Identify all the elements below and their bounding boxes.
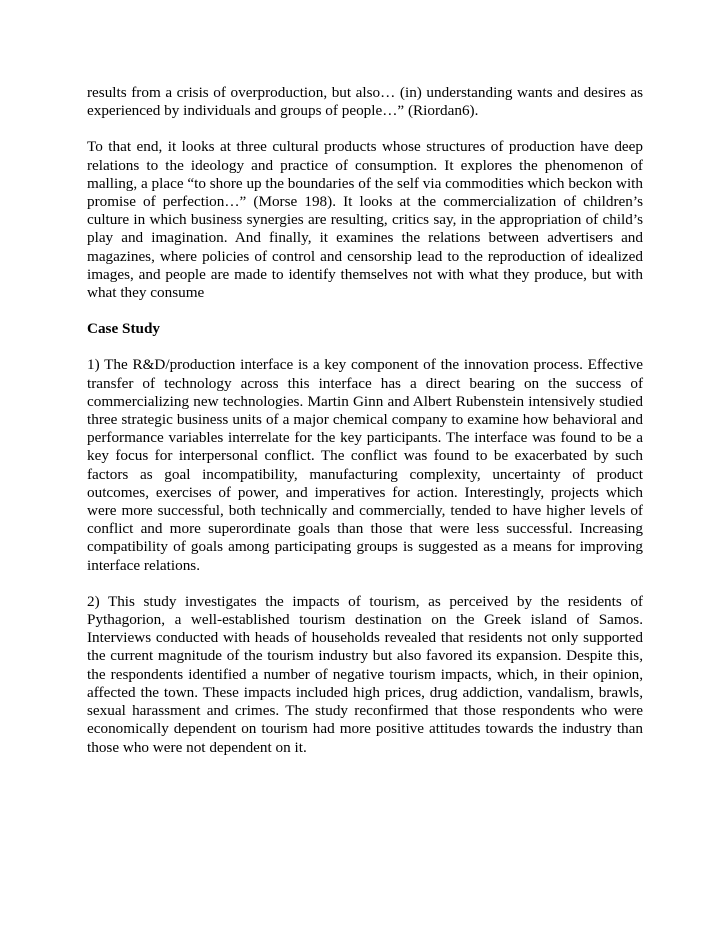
intro-paragraph-cultural-products: To that end, it looks at three cultural products whose structures of production have deep relations to the ideology and practice of consumption. It explores the phenomenon of malling, a place “to shore up the boundaries of the self via commodities which beckon with promise of perfection…” (Morse 198). It looks at the commercialization of children’s culture in which business synergies are resulting, critics say, in the appropriation of child’s play and imagination. And finally, it examines the relations between advertisers and magazines, where policies of control and censorship lead to the reproduction of idealized images, and people are made to identify themselves not with what they produce, but with what they consume xyxy=(87,138,643,302)
document-page xyxy=(87,84,643,775)
case-study-paragraph-1: 1) The R&D/production interface is a key component of the innovation process. Effective transfer of technology across this interface has a direct bearing on the success of commercializing new technologies. Martin Ginn and Albert Rubenstein intensively studied three strategic business units of a major chemical company to examine how behavioral and performance variables interrelate for the key participants. The interface was found to be a key focus for interpersonal conflict. The conflict was found to be exacerbated by such factors as goal incompatibility, manufacturing complexity, uncertainty of product outcomes, exercises of power, and imperatives for action. Interestingly, projects which were more successful, both technically and commercially, tended to have higher levels of conflict and more superordinate goals than those that were less successful. Increasing compatibility of goals among participating groups is suggested as a means for improving interface relations. xyxy=(87,356,643,574)
case-study-paragraph-2: 2) This study investigates the impacts of tourism, as perceived by the residents of Pythagorion, a well-established tourism destination on the Greek island of Samos. Interviews conducted with heads of households revealed that residents not only supported the current magnitude of the tourism industry but also favored its expansion. Despite this, the respondents identified a number of negative tourism impacts, which, in their opinion, affected the town. These impacts included high prices, drug addiction, vandalism, brawls, sexual harassment and crimes. The study reconfirmed that those respondents who were economically dependent on tourism had more positive attitudes towards the industry than those who were not dependent on it. xyxy=(87,592,643,756)
case-study-heading: Case Study xyxy=(87,320,161,338)
intro-paragraph-continuation: results from a crisis of overproduction, but also… (in) understanding wants and desires as experienced by individuals and groups of people…” (Riordan6). xyxy=(87,84,643,120)
